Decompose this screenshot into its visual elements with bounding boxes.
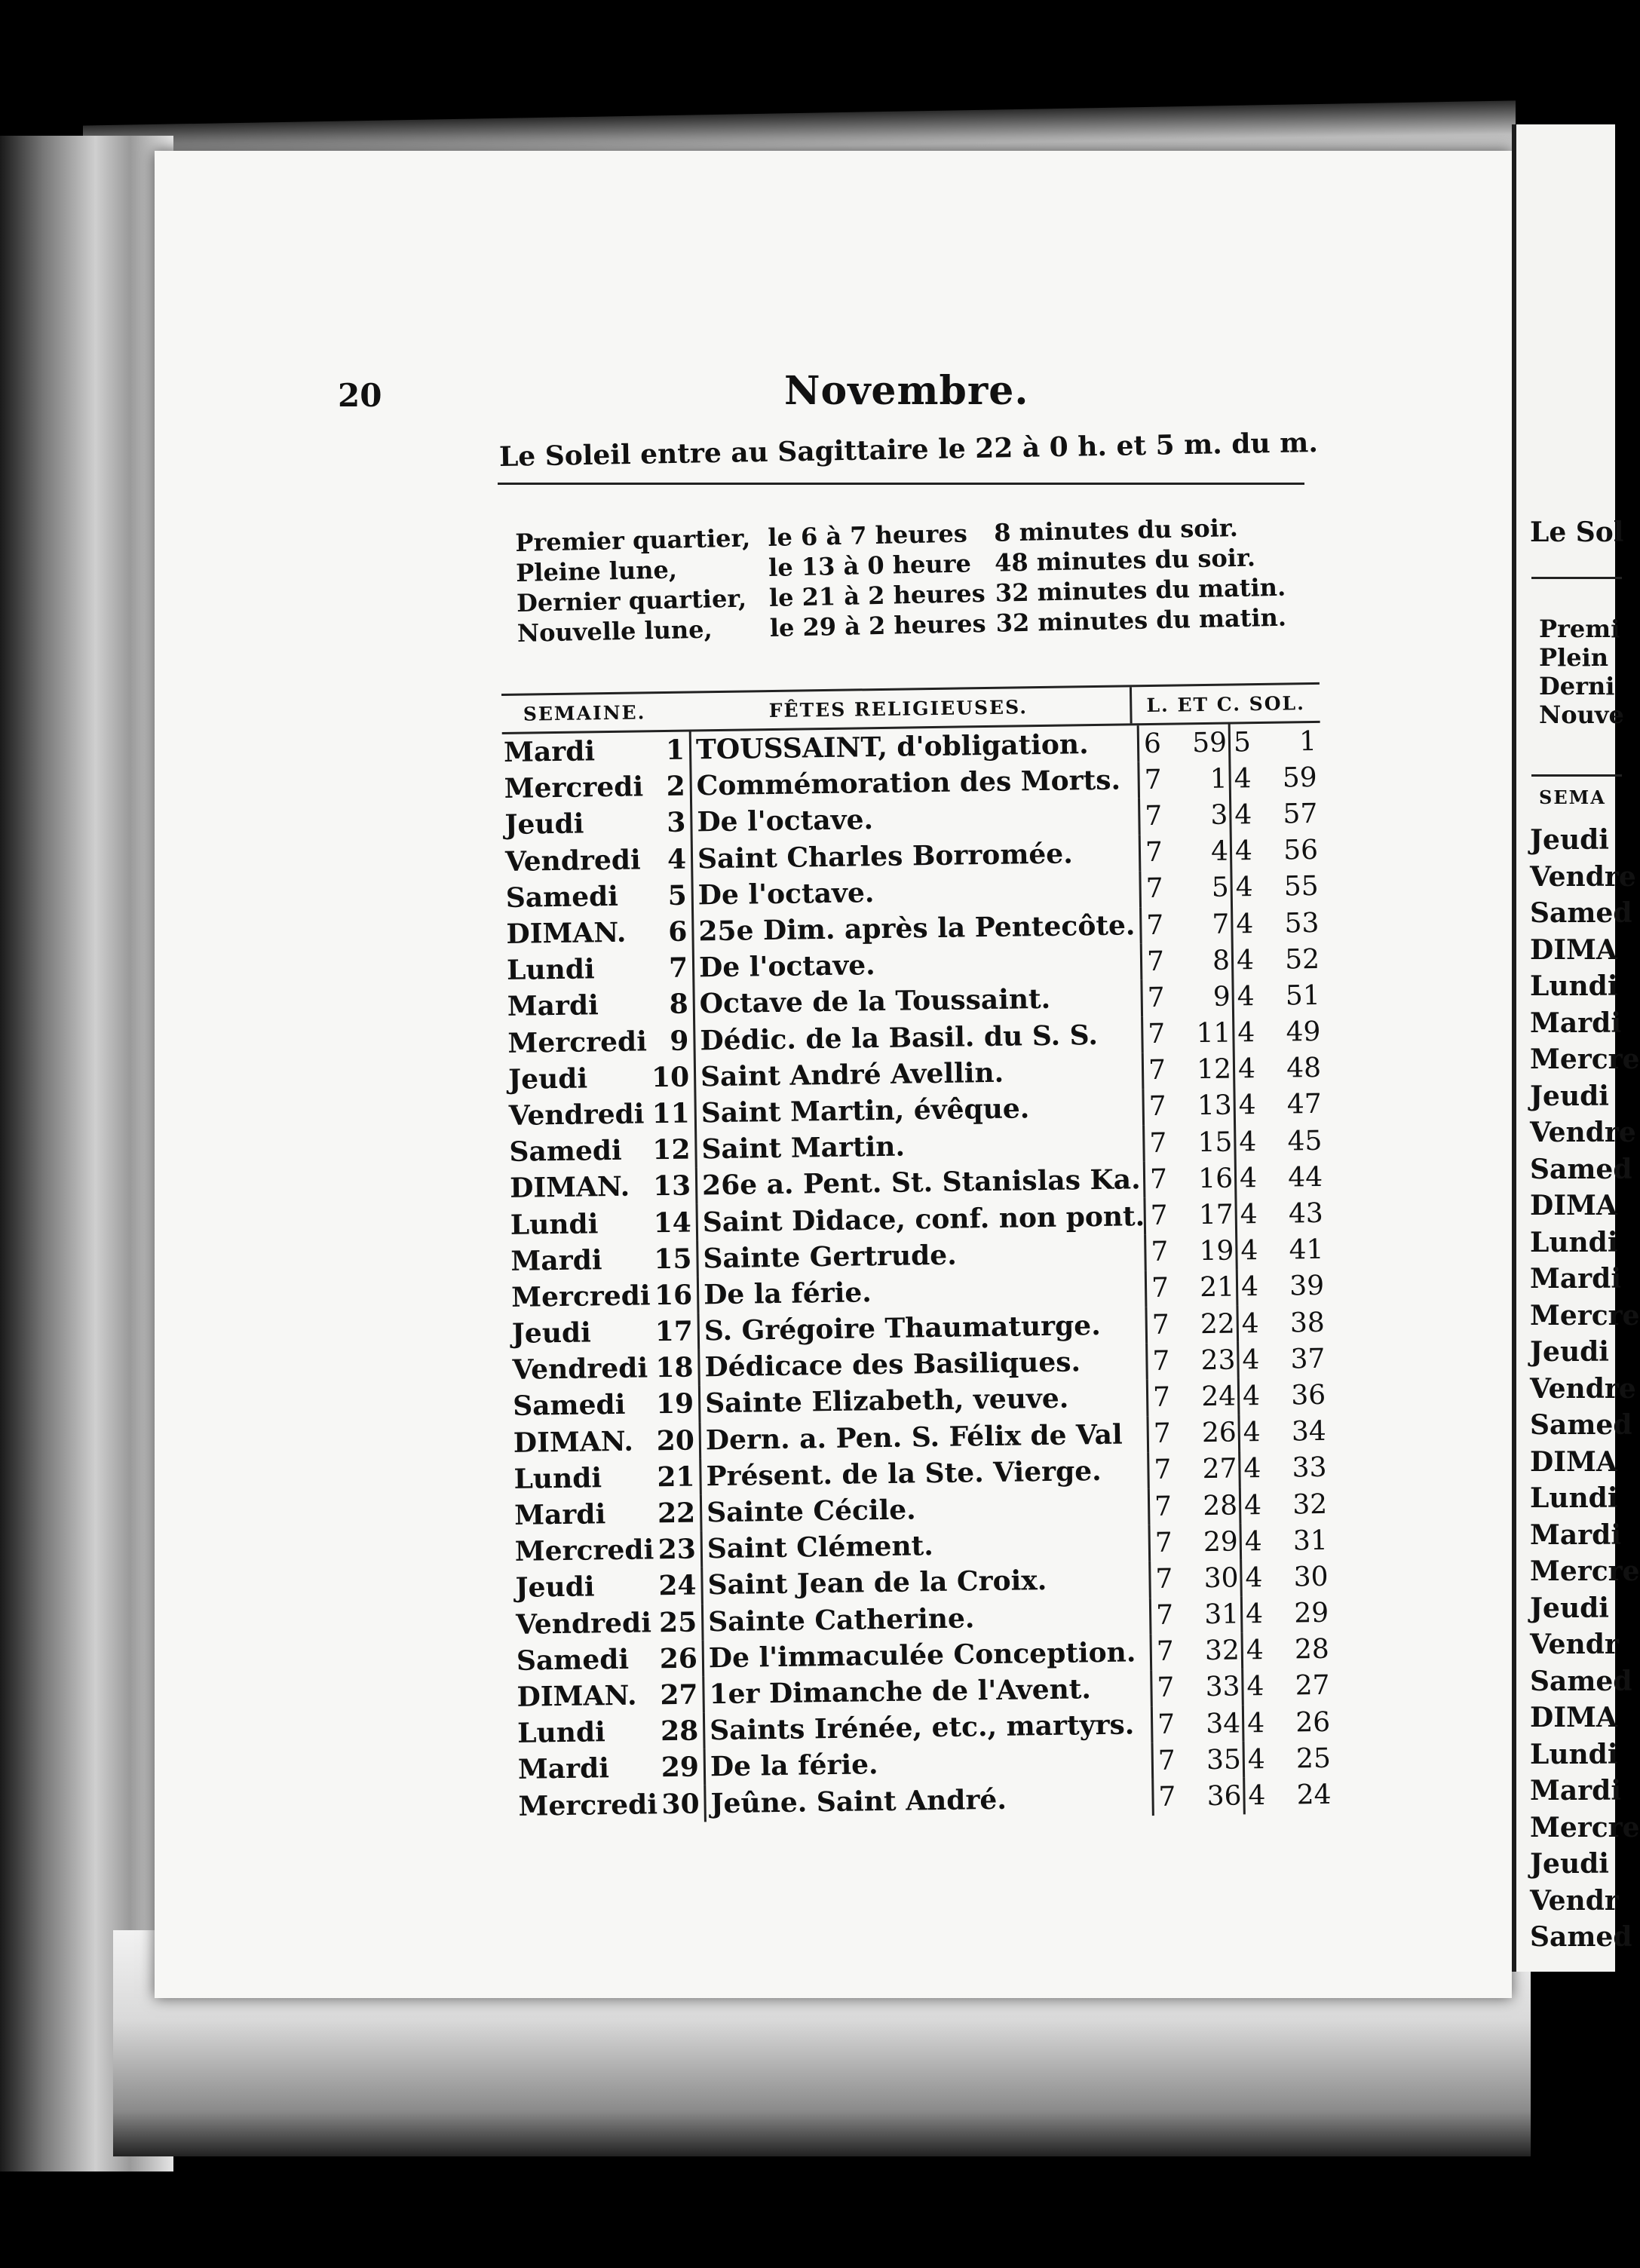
sunrise-hour: 7 <box>1145 1306 1182 1343</box>
sunset-minute: 25 <box>1295 1742 1332 1775</box>
sunrise-minute: 5 <box>1176 869 1233 906</box>
day-number: 19 <box>654 1386 701 1423</box>
facing-weekday: Samed <box>1530 1665 1632 1697</box>
sunset-hour: 4 <box>1241 1307 1259 1339</box>
day-number: 29 <box>660 1749 707 1786</box>
weekday: Samedi <box>516 1643 630 1677</box>
sunrise-hour: 7 <box>1142 1125 1180 1162</box>
facing-header-rule <box>1531 774 1622 777</box>
weekday: Samedi <box>509 1134 622 1169</box>
sunrise-minute: 26 <box>1183 1414 1240 1451</box>
weekday: Lundi <box>513 1462 602 1495</box>
header-week: SEMAINE. <box>523 700 646 725</box>
day-number: 20 <box>655 1422 702 1459</box>
sunset-hour: 4 <box>1245 1562 1263 1594</box>
feast-name: Dédic. de la Basil. du S. S. <box>700 1019 1099 1056</box>
feast-name: Saint Charles Borromée. <box>697 838 1073 875</box>
sunset-hour: 4 <box>1239 1126 1257 1158</box>
feast-name: S. Grégoire Thaumaturge. <box>704 1310 1101 1347</box>
feast-name: Saint Clément. <box>707 1530 934 1565</box>
sunrise-hour: 7 <box>1144 1234 1182 1270</box>
moon-phase-name: Premier quartier, <box>515 523 751 557</box>
facing-moon-line: Derni <box>1539 672 1615 700</box>
feast-name: Présent. de la Ste. Vierge. <box>706 1454 1102 1493</box>
sunset-hour: 4 <box>1234 799 1252 831</box>
sunrise-hour: 7 <box>1137 762 1175 798</box>
feast-name: Saints Irénée, etc., martyrs. <box>709 1709 1135 1747</box>
facing-weekday: Mercre <box>1530 1299 1640 1332</box>
sunrise-hour: 7 <box>1148 1525 1185 1562</box>
moon-phase-date: le 21 à 2 heures <box>768 578 986 612</box>
day-number: 21 <box>655 1458 702 1495</box>
sunset-minute: 48 <box>1286 1053 1322 1084</box>
moon-phase-date: le 13 à 0 heure <box>768 549 972 582</box>
sunrise-minute: 29 <box>1185 1524 1242 1561</box>
facing-moon-line: Premi <box>1539 615 1620 643</box>
weekday: Jeudi <box>504 808 584 841</box>
facing-moon-line: Nouve <box>1539 700 1624 729</box>
facing-weekday: Lundi <box>1530 1482 1618 1514</box>
day-number: 5 <box>647 877 694 914</box>
sunset-minute: 30 <box>1293 1561 1329 1593</box>
sunrise-minute: 12 <box>1179 1051 1236 1088</box>
sunset-minute: 26 <box>1295 1706 1331 1739</box>
day-number: 23 <box>657 1531 704 1568</box>
sunrise-minute: 34 <box>1188 1705 1245 1742</box>
moon-phase-time: 32 minutes du matin. <box>995 572 1286 608</box>
feast-name: 1er Dimanche de l'Avent. <box>709 1673 1092 1711</box>
sunset-hour: 4 <box>1243 1417 1261 1448</box>
facing-weekday: Jeudi <box>1530 1592 1609 1624</box>
calendar-body <box>502 723 1335 1825</box>
sunrise-hour: 7 <box>1143 1197 1181 1234</box>
sunrise-minute: 30 <box>1185 1560 1243 1597</box>
feast-name: De la férie. <box>703 1277 872 1311</box>
facing-weekday: Samed <box>1530 1153 1632 1185</box>
sunset-minute: 41 <box>1289 1234 1324 1266</box>
day-number: 28 <box>659 1712 706 1749</box>
facing-weekday: Mercre <box>1530 1555 1640 1587</box>
moon-phase-date: le 6 à 7 heures <box>767 519 968 552</box>
sunset-hour: 4 <box>1246 1635 1264 1666</box>
facing-weekday: Jeudi <box>1530 1848 1609 1880</box>
sunrise-minute: 28 <box>1185 1487 1242 1524</box>
sunrise-minute: 22 <box>1182 1305 1239 1342</box>
facing-weekday: DIMA <box>1530 1445 1617 1478</box>
feast-name: 26e a. Pent. St. Stanislas Ka. <box>701 1163 1141 1202</box>
day-number: 27 <box>658 1676 705 1713</box>
sunset-hour: 4 <box>1246 1707 1265 1739</box>
sunrise-minute: 32 <box>1186 1632 1243 1669</box>
day-number: 1 <box>645 731 692 768</box>
moon-phase-time: 32 minutes du matin. <box>995 602 1287 638</box>
sunrise-minute: 36 <box>1188 1778 1246 1815</box>
feast-name: Octave de la Toussaint. <box>699 983 1051 1020</box>
sunrise-hour: 7 <box>1139 834 1176 871</box>
weekday: DIMAN. <box>517 1679 637 1713</box>
weekday: Vendredi <box>508 1098 645 1132</box>
title-rule <box>498 483 1304 485</box>
sunrise-hour: 7 <box>1148 1488 1185 1525</box>
facing-weekday: Samed <box>1530 1409 1632 1441</box>
day-number: 22 <box>656 1494 703 1531</box>
weekday: Samedi <box>512 1389 626 1423</box>
sunset-minute: 36 <box>1291 1379 1326 1411</box>
sunrise-hour: 7 <box>1147 1451 1185 1488</box>
moon-phase-time: 8 minutes du soir. <box>993 513 1239 547</box>
sunset-hour: 4 <box>1235 872 1253 903</box>
feast-name: Saint Jean de la Croix. <box>707 1565 1047 1601</box>
day-number: 9 <box>649 1022 696 1059</box>
weekday: Lundi <box>517 1716 606 1749</box>
facing-moon-line: Plein <box>1539 643 1608 672</box>
feast-name: 25e Dim. après la Pentecôte. <box>698 909 1136 948</box>
sunrise-minute: 16 <box>1180 1160 1237 1197</box>
sunset-hour: 4 <box>1246 1671 1264 1703</box>
sunset-hour: 4 <box>1234 835 1253 867</box>
weekday: Jeudi <box>515 1571 595 1604</box>
day-number: 2 <box>645 768 692 805</box>
sunrise-hour: 7 <box>1149 1597 1187 1634</box>
weekday: Mercredi <box>514 1534 654 1568</box>
sunrise-minute: 31 <box>1186 1596 1243 1633</box>
sunrise-hour: 7 <box>1150 1669 1188 1706</box>
facing-page-title: Le Sol <box>1530 516 1624 548</box>
sunrise-hour: 7 <box>1140 979 1178 1016</box>
sunset-hour: 4 <box>1240 1271 1259 1303</box>
sunset-minute: 1 <box>1298 725 1317 757</box>
sunset-hour: 4 <box>1242 1381 1261 1412</box>
sunset-minute: 49 <box>1286 1016 1321 1048</box>
sunrise-hour: 7 <box>1146 1379 1184 1416</box>
weekday: Mardi <box>517 1752 610 1786</box>
header-sunrise-sunset: L. ET C. SOL. <box>1130 685 1320 724</box>
month-title: Novembre. <box>784 368 1029 414</box>
sunset-hour: 4 <box>1243 1489 1262 1521</box>
day-number: 13 <box>651 1168 698 1205</box>
sunset-minute: 47 <box>1286 1089 1322 1120</box>
sunset-hour: 4 <box>1245 1598 1264 1630</box>
sunset-hour: 4 <box>1240 1199 1258 1231</box>
feast-name: Saint Martin. <box>701 1130 906 1166</box>
sunrise-hour: 7 <box>1140 943 1178 980</box>
sunrise-minute: 1 <box>1174 761 1231 798</box>
day-number: 17 <box>654 1313 700 1350</box>
sunrise-hour: 7 <box>1139 906 1177 943</box>
sunrise-minute: 13 <box>1179 1087 1236 1124</box>
facing-header: SEMA <box>1539 786 1606 808</box>
sunset-minute: 59 <box>1282 762 1317 794</box>
sunrise-hour: 7 <box>1145 1270 1182 1307</box>
sunrise-minute: 23 <box>1182 1342 1240 1379</box>
weekday: Jeudi <box>507 1062 588 1096</box>
sunset-minute: 34 <box>1291 1415 1327 1448</box>
page-stack-left-edge <box>0 136 173 2171</box>
weekday: Mercredi <box>507 1025 648 1059</box>
day-number: 11 <box>650 1095 697 1132</box>
feast-name: Sainte Cécile. <box>706 1494 916 1529</box>
sunrise-hour: 7 <box>1142 1052 1179 1089</box>
moon-phases <box>515 512 1286 648</box>
facing-weekday: Mercre <box>1530 1044 1640 1075</box>
weekday: Mercredi <box>504 771 644 805</box>
sunset-hour: 4 <box>1243 1453 1261 1485</box>
page-number: 20 <box>338 377 382 414</box>
sunset-hour: 4 <box>1237 981 1255 1013</box>
header-feasts: FÊTES RELIGIEUSES. <box>768 695 1028 722</box>
feast-name: Commémoration des Morts. <box>696 764 1121 802</box>
sunrise-minute: 15 <box>1179 1124 1237 1161</box>
sunrise-minute: 4 <box>1176 833 1233 870</box>
sunrise-hour: 7 <box>1149 1633 1187 1670</box>
sunrise-hour: 7 <box>1151 1706 1188 1742</box>
facing-weekday: Lundi <box>1530 970 1618 1002</box>
sunset-minute: 44 <box>1287 1161 1323 1194</box>
weekday: Samedi <box>505 880 619 914</box>
sunset-hour: 4 <box>1238 1090 1256 1121</box>
feast-name: Sainte Catherine. <box>707 1601 975 1638</box>
facing-moon-phases <box>1539 615 1624 729</box>
day-number: 7 <box>648 950 695 987</box>
sunset-minute: 24 <box>1296 1779 1332 1811</box>
facing-weekday: Jeudi <box>1530 1080 1609 1112</box>
sunrise-minute: 35 <box>1188 1742 1246 1779</box>
weekday: DIMAN. <box>513 1425 634 1459</box>
sunset-hour: 4 <box>1236 944 1255 976</box>
sunset-minute: 45 <box>1287 1125 1323 1157</box>
facing-page-fragment <box>1512 124 1640 1972</box>
facing-weekday: Samed <box>1530 897 1632 929</box>
sunrise-hour: 7 <box>1148 1561 1186 1598</box>
moon-phase-time: 48 minutes du soir. <box>994 543 1256 578</box>
sunrise-minute: 8 <box>1177 942 1234 979</box>
weekday: Jeudi <box>511 1316 592 1350</box>
weekday: Mercredi <box>510 1280 651 1313</box>
facing-weekday: Mardi <box>1530 1263 1621 1295</box>
day-number: 14 <box>651 1204 698 1241</box>
facing-weekday: DIMA <box>1530 933 1617 966</box>
feast-name: Sainte Elizabeth, veuve. <box>704 1383 1069 1420</box>
facing-weekday: Vendre <box>1530 1117 1636 1148</box>
weekday: Lundi <box>510 1207 599 1241</box>
sun-sign-line: Le Soleil entre au Sagittaire le 22 à 0 h. et 5 m. du m. <box>498 427 1319 473</box>
sunrise-hour: 7 <box>1146 1415 1184 1452</box>
sunrise-minute: 3 <box>1175 797 1232 834</box>
sunset-minute: 38 <box>1289 1307 1326 1339</box>
sunset-hour: 5 <box>1233 726 1252 759</box>
sunrise-minute: 59 <box>1174 725 1231 762</box>
day-number: 24 <box>657 1568 704 1604</box>
weekday: Mardi <box>510 1243 602 1277</box>
day-number: 26 <box>658 1640 705 1677</box>
sunrise-hour: 7 <box>1151 1779 1189 1816</box>
feast-name: De l'octave. <box>697 876 875 912</box>
sunset-hour: 4 <box>1239 1162 1258 1194</box>
feast-name: Dern. a. Pen. S. Félix de Val <box>705 1418 1123 1456</box>
day-number: 4 <box>647 841 694 878</box>
sunset-hour: 4 <box>1240 1235 1258 1267</box>
moon-phase-date: le 29 à 2 heures <box>769 608 986 642</box>
day-number: 12 <box>651 1132 697 1169</box>
day-number: 3 <box>646 805 693 841</box>
facing-weekday: Mardi <box>1530 1007 1621 1039</box>
sunset-hour: 4 <box>1248 1780 1266 1812</box>
facing-weekday: Mardi <box>1530 1775 1621 1807</box>
facing-weekday: Lundi <box>1530 1226 1618 1258</box>
sunrise-minute: 27 <box>1184 1451 1241 1488</box>
weekday: Vendredi <box>504 844 641 878</box>
sunset-minute: 53 <box>1284 907 1320 939</box>
sunset-minute: 28 <box>1294 1634 1330 1666</box>
feast-name: De l'octave. <box>697 804 874 838</box>
day-number: 16 <box>653 1277 700 1313</box>
sunset-hour: 4 <box>1237 1053 1256 1085</box>
sunrise-hour: 7 <box>1141 1016 1179 1053</box>
sunset-minute: 37 <box>1290 1343 1326 1375</box>
facing-weekday: Vendr <box>1530 1629 1619 1660</box>
sunrise-hour: 7 <box>1138 798 1176 835</box>
weekday: Vendredi <box>515 1606 652 1641</box>
feast-name: De l'octave. <box>698 949 875 984</box>
sunrise-minute: 33 <box>1187 1669 1244 1706</box>
sunset-minute: 32 <box>1292 1488 1328 1520</box>
feast-name: Dédicace des Basiliques. <box>704 1346 1081 1384</box>
sunset-minute: 56 <box>1283 835 1319 866</box>
facing-weekday: Lundi <box>1530 1738 1618 1770</box>
sunset-minute: 43 <box>1288 1197 1324 1230</box>
facing-weekday: Jeudi <box>1530 824 1609 856</box>
sunrise-hour: 7 <box>1139 870 1176 907</box>
sunset-minute: 39 <box>1289 1270 1325 1302</box>
day-number: 15 <box>652 1240 699 1277</box>
sunset-hour: 4 <box>1242 1344 1260 1376</box>
sunrise-hour: 7 <box>1151 1742 1189 1779</box>
sunrise-minute: 7 <box>1176 906 1234 942</box>
sunset-hour: 4 <box>1247 1743 1266 1776</box>
sunrise-minute: 19 <box>1181 1233 1238 1270</box>
moon-phase-name: Nouvelle lune, <box>517 615 713 648</box>
facing-weekday: Samed <box>1530 1921 1632 1953</box>
sunset-minute: 27 <box>1295 1670 1330 1702</box>
sunrise-hour: 6 <box>1137 725 1175 762</box>
weekday: Mercredi <box>518 1788 658 1822</box>
sunset-minute: 52 <box>1284 943 1320 976</box>
calendar-table <box>501 682 1335 1825</box>
day-number: 18 <box>654 1350 700 1387</box>
sunrise-minute: 24 <box>1183 1378 1240 1415</box>
facing-title-rule <box>1531 577 1622 579</box>
sunset-minute: 57 <box>1283 798 1318 830</box>
facing-weekday: DIMA <box>1530 1190 1617 1221</box>
sunrise-minute: 9 <box>1177 979 1234 1016</box>
moon-phase-name: Dernier quartier, <box>516 584 747 618</box>
facing-weekday: Vendre <box>1530 1372 1636 1405</box>
sunrise-minute: 11 <box>1178 1015 1235 1052</box>
weekday: DIMAN. <box>509 1171 630 1205</box>
sunset-minute: 31 <box>1292 1525 1329 1557</box>
sunset-minute: 51 <box>1285 979 1320 1012</box>
facing-weekdays <box>1530 822 1640 1956</box>
feast-name: De l'immaculée Conception. <box>708 1636 1136 1675</box>
day-number: 10 <box>650 1059 697 1096</box>
day-number: 25 <box>658 1604 704 1641</box>
sunset-minute: 55 <box>1283 871 1319 903</box>
weekday: Lundi <box>506 953 595 987</box>
sunrise-hour: 7 <box>1142 1088 1179 1125</box>
sunset-hour: 4 <box>1244 1525 1262 1558</box>
day-number: 30 <box>660 1785 707 1822</box>
weekday: Mardi <box>503 735 596 769</box>
feast-name: TOUSSAINT, d'obligation. <box>695 728 1089 766</box>
sunrise-hour: 7 <box>1143 1161 1181 1198</box>
sunrise-minute: 17 <box>1180 1197 1237 1234</box>
sunrise-minute: 21 <box>1182 1269 1239 1306</box>
feast-name: Saint Didace, conf. non pont. <box>702 1200 1145 1238</box>
facing-weekday: Vendre <box>1530 860 1636 893</box>
feast-name: Sainte Gertrude. <box>703 1239 957 1275</box>
weekday: Vendredi <box>512 1352 648 1387</box>
sunrise-hour: 7 <box>1145 1343 1183 1380</box>
feast-name: Saint Martin, évêque. <box>700 1093 1030 1129</box>
sunset-hour: 4 <box>1236 908 1254 939</box>
weekday: Mardi <box>507 989 599 1023</box>
facing-weekday: Vendr <box>1530 1884 1619 1917</box>
sunset-minute: 33 <box>1292 1452 1327 1484</box>
facing-weekday: Mercre <box>1530 1811 1640 1844</box>
feast-name: Jeûne. Saint André. <box>710 1783 1007 1819</box>
moon-phase-name: Pleine lune, <box>515 555 678 587</box>
weekday: DIMAN. <box>506 916 627 950</box>
sunset-hour: 4 <box>1234 762 1252 795</box>
sunset-minute: 29 <box>1294 1597 1329 1629</box>
sunset-hour: 4 <box>1237 1017 1255 1049</box>
facing-weekday: DIMA <box>1530 1702 1617 1733</box>
day-number: 6 <box>648 913 694 950</box>
weekday: Mardi <box>513 1498 606 1531</box>
feast-name: Saint André Avellin. <box>700 1056 1004 1093</box>
feast-name: De la férie. <box>710 1749 878 1783</box>
facing-weekday: Jeudi <box>1530 1336 1609 1368</box>
facing-weekday: Mardi <box>1530 1519 1621 1551</box>
day-number: 8 <box>648 986 695 1023</box>
